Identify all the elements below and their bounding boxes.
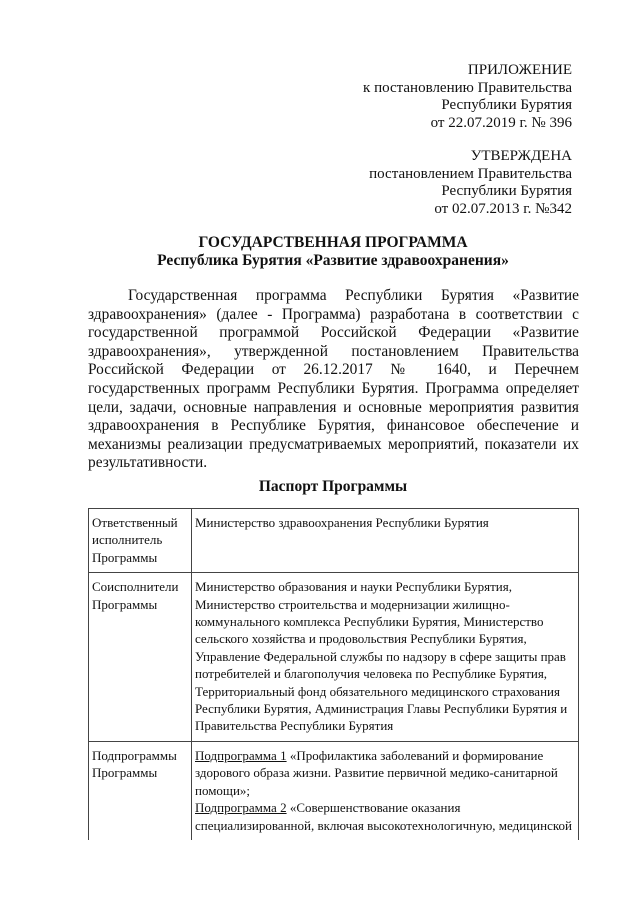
appendix-line: Республики Бурятия xyxy=(441,97,572,113)
intro-paragraph: Государственная программа Республики Бурятия «Развитие здравоохранения» (далее - Программа) разработана в соответствии с государственной программой Российской Федерации «Развитие здравоохранения», утвержденной постановлением Правительства Российской Федерации от 26.12.2017 № 1640, и Перечнем государственных программ Республики Бурятия. Программа определяет цели, задачи, основные направления и основные мероприятия развития здравоохранения в Республике Бурятия, финансовое обеспечение и механизмы реализации предусматриваемых мероприятий, показатели их результативности. xyxy=(88,287,579,472)
subprogram-link: Подпрограмма 2 xyxy=(195,800,287,816)
table-row xyxy=(89,509,579,573)
approved-line: Республики Бурятия xyxy=(441,183,572,199)
passport-title: Паспорт Программы xyxy=(258,478,408,495)
row-label: Соисполнители Программы xyxy=(89,573,192,742)
row-value xyxy=(192,741,579,840)
appendix-block xyxy=(363,62,572,132)
approved-heading: УТВЕРЖДЕНА xyxy=(470,148,572,164)
table-row xyxy=(89,573,579,742)
table-row xyxy=(89,741,579,840)
document-subtitle: Республика Бурятия «Развитие здравоохранения» xyxy=(157,252,509,269)
appendix-date-line: от 22.07.2019 г. № 396 xyxy=(430,114,572,131)
subprogram-text: «Совершенствование оказания специализированной, включая высокотехнологичную, медицинской xyxy=(195,800,572,833)
subprogram-link: Подпрограмма 1 xyxy=(195,747,287,763)
appendix-line: к постановлению Правительства xyxy=(363,79,572,96)
appendix-heading: ПРИЛОЖЕНИЕ xyxy=(467,62,572,78)
document-title: ГОСУДАРСТВЕННАЯ ПРОГРАММА xyxy=(198,234,468,251)
row-value: Министерство образования и науки Республики Бурятия, Министерство строительства и модернизации жилищно-коммунального комплекса Республики Бурятия, Министерство сельского хозяйства и продовольствия Республики Бурятия, Управление Федеральной службы по надзору в сфере защиты прав потребителей и благополучия человека по Республике Бурятия, Территориальный фонд обязательного медицинского страхования Республики Бурятия, Администрация Главы Республики Бурятия и Правительства Республики Бурятия xyxy=(192,573,579,742)
passport-table xyxy=(88,508,579,840)
subprogram-text: «Профилактика заболеваний и формирование здорового образа жизни. Развитие первичной медико-санитарной помощи»; xyxy=(195,747,558,798)
approved-line: постановлением Правительства xyxy=(369,165,572,182)
approved-block xyxy=(369,148,572,218)
approved-date-line: от 02.07.2013 г. №342 xyxy=(434,200,572,217)
row-value: Министерство здравоохранения Республики Бурятия xyxy=(192,509,579,573)
row-label: Подпрограммы Программы xyxy=(89,741,192,840)
row-label: Ответственный исполнитель Программы xyxy=(89,509,192,573)
